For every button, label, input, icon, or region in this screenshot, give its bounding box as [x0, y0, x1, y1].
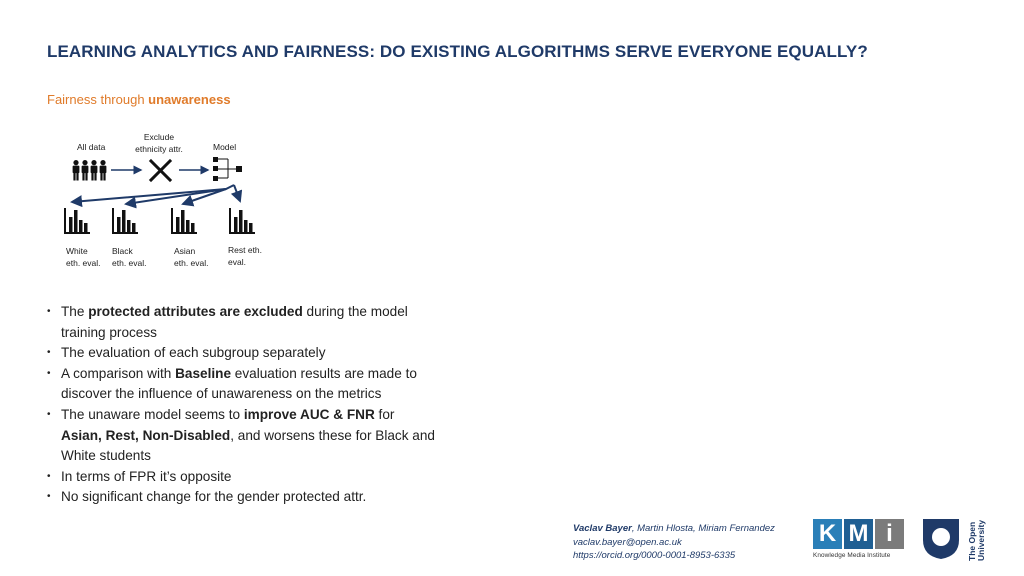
- bullet-item: [47, 467, 437, 488]
- kmi-letter-m: M: [844, 519, 873, 549]
- eval-label-line1: Rest eth.: [228, 245, 263, 255]
- page-title: LEARNING ANALYTICS AND FAIRNESS: DO EXISTING ALGORITHMS SERVE EVERYONE EQUALLY?: [47, 42, 868, 61]
- author-footer: [573, 522, 775, 563]
- exclude-x-icon: [151, 161, 170, 180]
- author-name: Vaclav Bayer: [573, 523, 632, 534]
- bar-chart-icon: [171, 208, 197, 234]
- bar-chart-icon: [64, 208, 90, 234]
- bullet-item: [47, 302, 437, 343]
- eval-label-line2: eth. eval.: [112, 258, 147, 268]
- bullet-item: [47, 343, 437, 364]
- eval-label-line1: Black: [112, 246, 133, 256]
- bullet-item: [47, 405, 437, 467]
- people-group-icon: [73, 160, 107, 181]
- bullet-item: [47, 364, 437, 405]
- bullet-text: The evaluation of each subgroup separately: [61, 345, 326, 361]
- bullet-text: evaluation results are made to discover the influence of unawareness on the metrics: [61, 365, 417, 402]
- subtitle-emphasis: unawareness: [148, 92, 231, 107]
- bullet-emphasis: Baseline: [175, 365, 232, 381]
- bullet-text: , and worsens these for Black and White students: [61, 427, 435, 464]
- kmi-letter-i: i: [875, 519, 904, 549]
- bullet-list: [47, 302, 437, 508]
- bullet-text: No significant change for the gender protected attr.: [61, 489, 367, 505]
- open-university-shield-icon: [921, 518, 961, 560]
- model-label: Model: [213, 142, 237, 152]
- bullet-text: for: [374, 406, 395, 422]
- kmi-logo: [813, 519, 904, 559]
- author-email: vaclav.bayer@open.ac.uk: [573, 536, 682, 548]
- bullet-text: In terms of FPR it’s opposite: [61, 468, 232, 484]
- exclude-label-line1: Exclude: [143, 132, 175, 142]
- bullet-emphasis: protected attributes are excluded: [88, 304, 303, 319]
- exclude-label-line2: ethnicity attr.: [135, 144, 183, 154]
- coauthors: , Martin Hlosta, Miriam Fernandez: [631, 523, 775, 534]
- author-orcid: https://orcid.org/0000-0001-8953-6335: [573, 550, 736, 561]
- bullet-text: The: [61, 304, 89, 319]
- ou-line1: The Open: [967, 521, 977, 561]
- bar-chart-icon: [112, 208, 138, 234]
- open-university-wordmark: [962, 516, 992, 562]
- eval-label-line1: Asian: [174, 246, 196, 256]
- bullet-emphasis: improve AUC & FNR: [243, 406, 375, 422]
- author-line: [573, 522, 775, 536]
- subtitle-prefix: Fairness through: [47, 92, 149, 107]
- eval-label-line1: White: [66, 246, 88, 256]
- eval-label-line2: eval.: [228, 257, 246, 267]
- bullet-item: [47, 487, 437, 508]
- bullet-emphasis: Asian, Rest, Non-Disabled: [61, 427, 231, 443]
- eval-label-line2: eth. eval.: [66, 258, 101, 268]
- bar-chart-icon: [229, 208, 255, 234]
- fan-out-arrows: [72, 185, 240, 204]
- kmi-letter-k: K: [813, 519, 842, 549]
- model-icon: [213, 157, 242, 181]
- bullet-text: The unaware model seems to: [61, 406, 244, 422]
- all-data-label: All data: [77, 142, 106, 152]
- eval-label-line2: eth. eval.: [174, 258, 209, 268]
- bullet-text: A comparison with: [61, 365, 176, 381]
- bullet-text: during the model training process: [61, 304, 408, 340]
- pipeline-diagram: [0, 0, 300, 300]
- kmi-caption: Knowledge Media Institute: [813, 552, 891, 559]
- ou-line2: University: [976, 519, 986, 561]
